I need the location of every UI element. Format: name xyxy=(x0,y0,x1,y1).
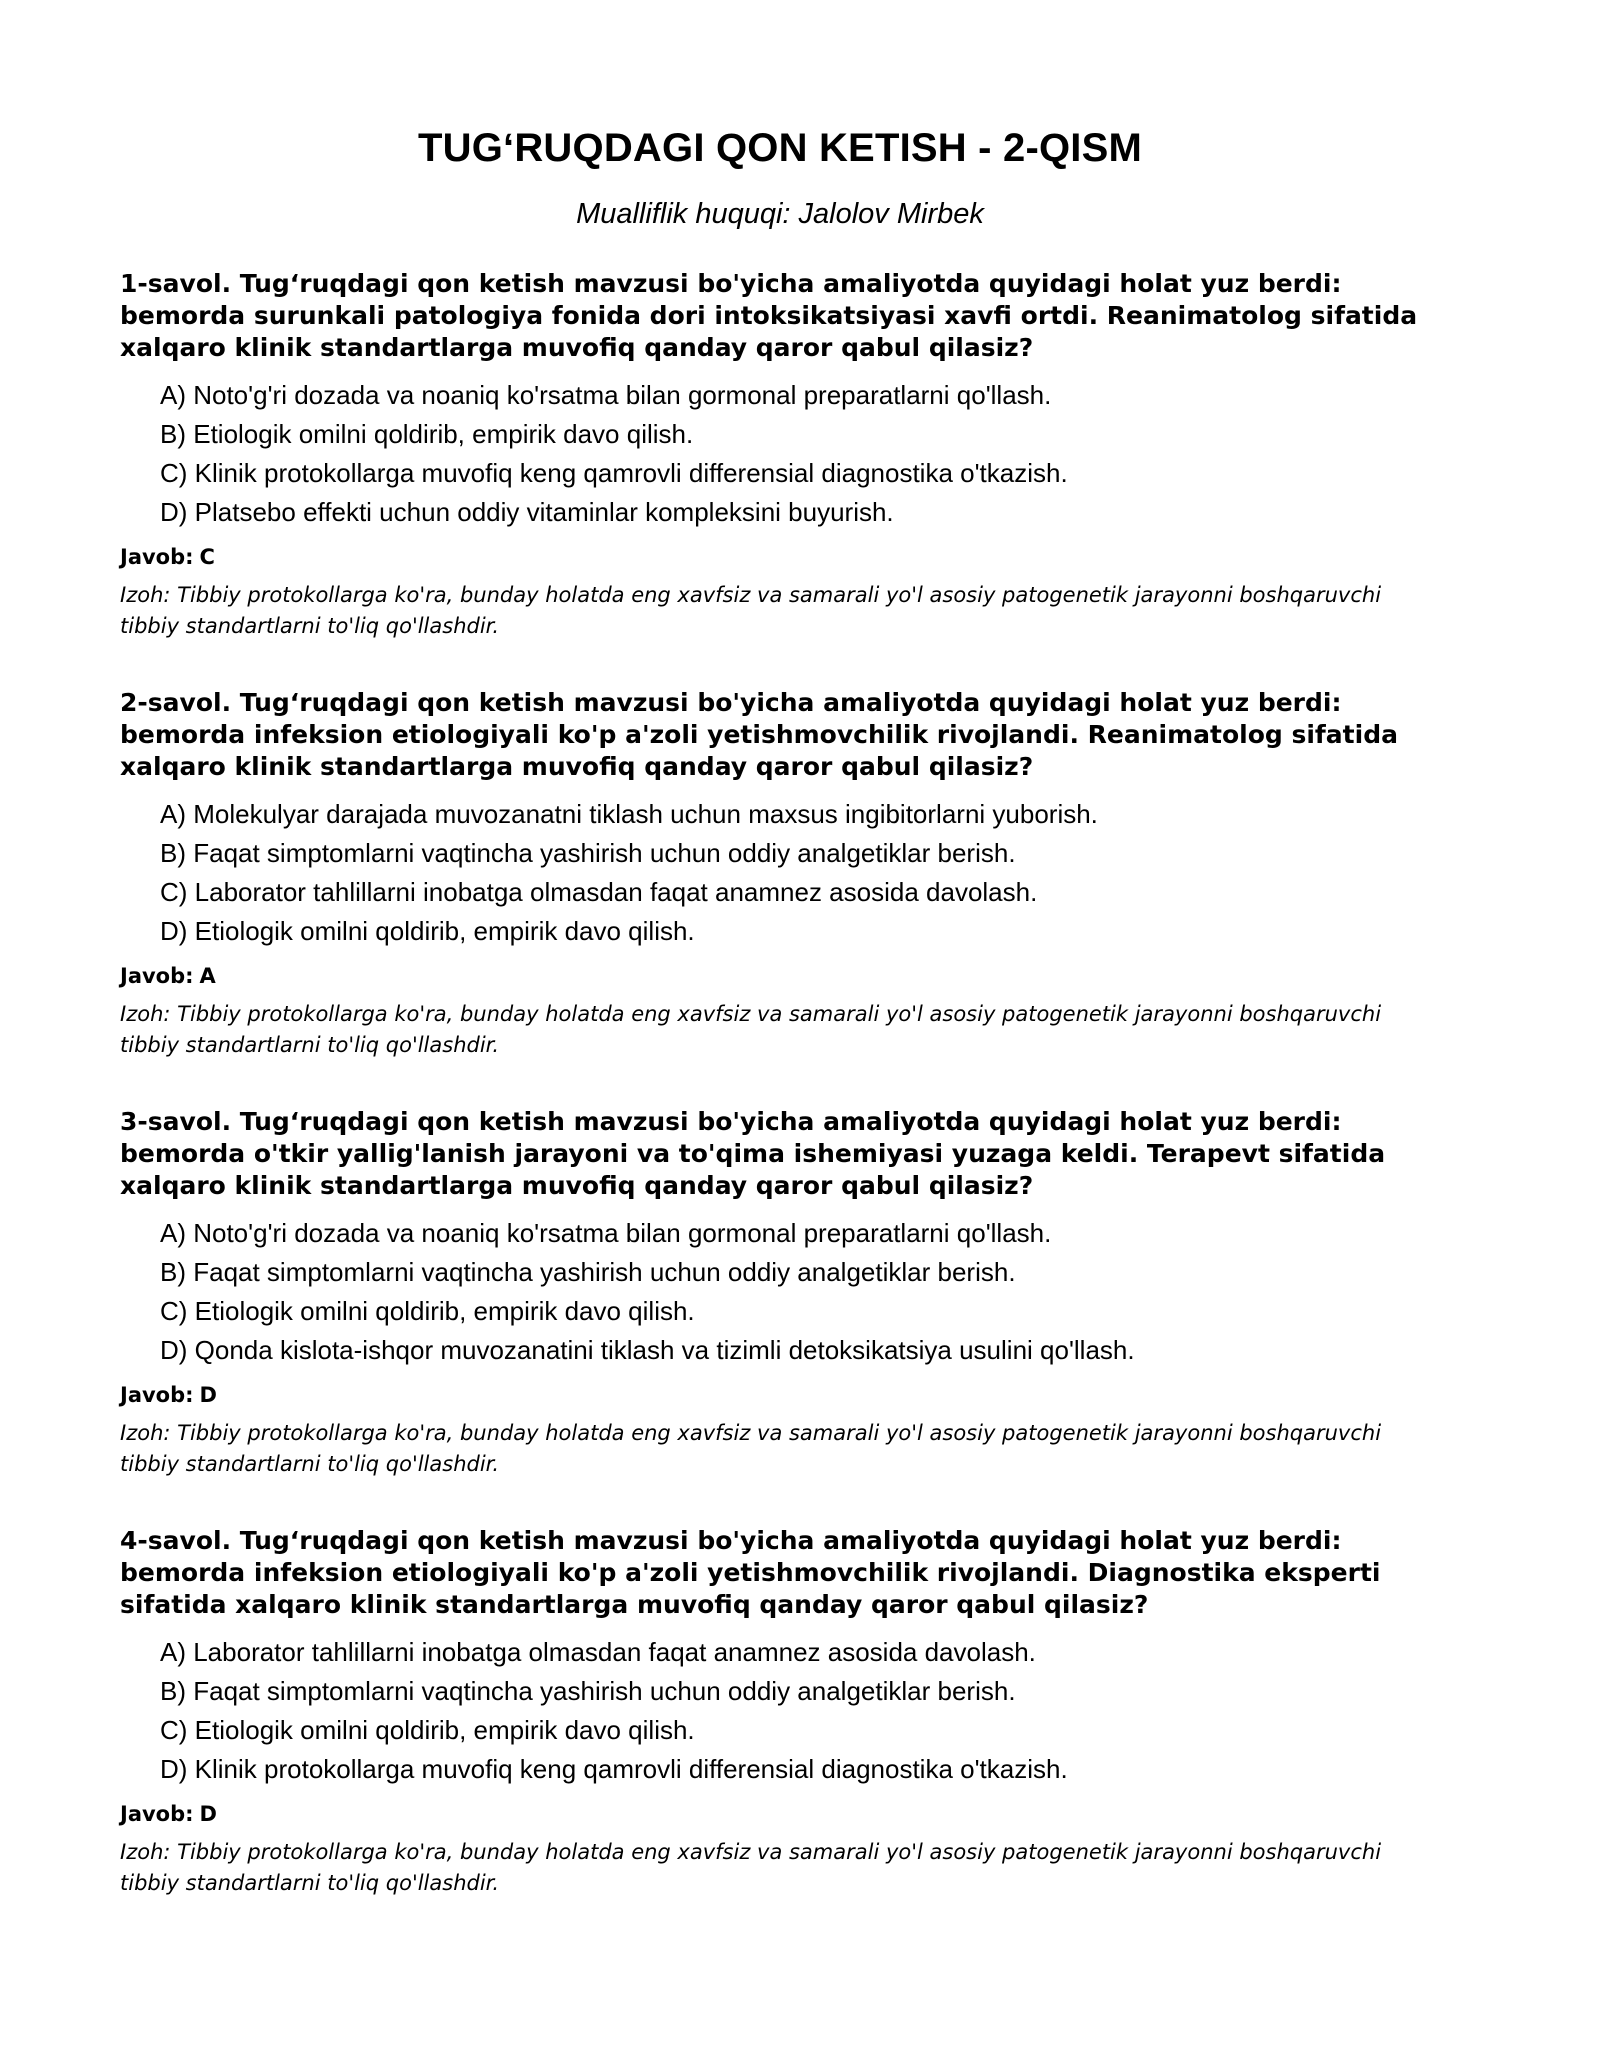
option-list xyxy=(120,1633,1440,1789)
option-item: D) Etiologik omilni qoldirib, empirik davo qilish. xyxy=(160,916,695,946)
option-item: A) Noto'g'ri dozada va noaniq ko'rsatma bilan gormonal preparatlarni qo'llash. xyxy=(160,1218,1052,1248)
option-item: C) Klinik protokollarga muvofiq keng qamrovli differensial diagnostika o'tkazish. xyxy=(160,458,1068,488)
document-page xyxy=(120,118,1440,1944)
answer-line xyxy=(120,1380,1440,1410)
option-list xyxy=(120,376,1440,532)
option-item: B) Faqat simptomlarni vaqtincha yashirish uchun oddiy analgetiklar berish. xyxy=(160,1676,1016,1706)
answer-value: A xyxy=(199,964,216,988)
question-text: 3-savol. Tug‘ruqdagi qon ketish mavzusi bo'yicha amaliyotda quyidagi holat yuz berdi: bemorda o'tkir yallig'lanish jarayoni va to'qima ishemiyasi yuzaga keldi. Terapevt sifatida xalqaro klinik standartlarga muvofiq qanday qaror qabul qilasiz? xyxy=(120,1107,1386,1200)
answer-value: D xyxy=(199,1802,217,1826)
option-item: B) Faqat simptomlarni vaqtincha yashirish uchun oddiy analgetiklar berish. xyxy=(160,1257,1016,1287)
document-subtitle: Mualliflik huquqi: Jalolov Mirbek xyxy=(576,198,984,230)
explanation-note: Izoh: Tibbiy protokollarga ko'ra, bunday holatda eng xavfsiz va samarali yo'l asosiy patogenetik jarayonni boshqaruvchi tibbiy standartlarni to'liq qo'llashdir. xyxy=(120,1840,1382,1895)
answer-value: C xyxy=(199,545,215,569)
answer-label: Javob: xyxy=(120,1383,194,1407)
option-item: D) Klinik protokollarga muvofiq keng qamrovli differensial diagnostika o'tkazish. xyxy=(160,1754,1068,1784)
question-list xyxy=(120,268,1440,1899)
question-block xyxy=(120,1525,1440,1899)
question-block xyxy=(120,268,1440,642)
option-item: C) Laborator tahlillarni inobatga olmasdan faqat anamnez asosida davolash. xyxy=(160,877,1038,907)
answer-label: Javob: xyxy=(120,964,194,988)
answer-label: Javob: xyxy=(120,545,194,569)
document-title: TUG‘RUQDAGI QON KETISH - 2-QISM xyxy=(418,126,1142,170)
option-list xyxy=(120,1214,1440,1370)
question-text: 1-savol. Tug‘ruqdagi qon ketish mavzusi bo'yicha amaliyotda quyidagi holat yuz berdi: bemorda surunkali patologiya fonida dori intoksikatsiyasi xavfi ortdi. Reanimatolog sifatida xalqaro klinik standartlarga muvofiq qanday qaror qabul qilasiz? xyxy=(120,269,1418,362)
option-item: D) Platsebo effekti uchun oddiy vitaminlar kompleksini buyurish. xyxy=(160,497,894,527)
question-block xyxy=(120,687,1440,1061)
option-item: A) Laborator tahlillarni inobatga olmasdan faqat anamnez asosida davolash. xyxy=(160,1637,1036,1667)
explanation-note: Izoh: Tibbiy protokollarga ko'ra, bunday holatda eng xavfsiz va samarali yo'l asosiy patogenetik jarayonni boshqaruvchi tibbiy standartlarni to'liq qo'llashdir. xyxy=(120,1421,1382,1476)
option-item: D) Qonda kislota-ishqor muvozanatini tiklash va tizimli detoksikatsiya usulini qo'llash. xyxy=(160,1335,1135,1365)
option-list xyxy=(120,795,1440,951)
answer-line xyxy=(120,1799,1440,1829)
answer-label: Javob: xyxy=(120,1802,194,1826)
option-item: C) Etiologik omilni qoldirib, empirik davo qilish. xyxy=(160,1296,695,1326)
explanation-note: Izoh: Tibbiy protokollarga ko'ra, bunday holatda eng xavfsiz va samarali yo'l asosiy patogenetik jarayonni boshqaruvchi tibbiy standartlarni to'liq qo'llashdir. xyxy=(120,583,1382,638)
answer-line xyxy=(120,961,1440,991)
option-item: A) Molekulyar darajada muvozanatni tiklash uchun maxsus ingibitorlarni yuborish. xyxy=(160,799,1098,829)
option-item: C) Etiologik omilni qoldirib, empirik davo qilish. xyxy=(160,1715,695,1745)
explanation-note: Izoh: Tibbiy protokollarga ko'ra, bunday holatda eng xavfsiz va samarali yo'l asosiy patogenetik jarayonni boshqaruvchi tibbiy standartlarni to'liq qo'llashdir. xyxy=(120,1002,1382,1057)
option-item: A) Noto'g'ri dozada va noaniq ko'rsatma bilan gormonal preparatlarni qo'llash. xyxy=(160,380,1052,410)
question-block xyxy=(120,1106,1440,1480)
question-text: 2-savol. Tug‘ruqdagi qon ketish mavzusi bo'yicha amaliyotda quyidagi holat yuz berdi: bemorda infeksion etiologiyali ko'p a'zoli yetishmovchilik rivojlandi. Reanimatolog sifatida xalqaro klinik standartlarga muvofiq qanday qaror qabul qilasiz? xyxy=(120,688,1398,781)
answer-value: D xyxy=(199,1383,217,1407)
option-item: B) Etiologik omilni qoldirib, empirik davo qilish. xyxy=(160,419,694,449)
option-item: B) Faqat simptomlarni vaqtincha yashirish uchun oddiy analgetiklar berish. xyxy=(160,838,1016,868)
question-text: 4-savol. Tug‘ruqdagi qon ketish mavzusi bo'yicha amaliyotda quyidagi holat yuz berdi: bemorda infeksion etiologiyali ko'p a'zoli yetishmovchilik rivojlandi. Diagnostika eksperti sifatida xalqaro klinik standartlarga muvofiq qanday qaror qabul qilasiz? xyxy=(120,1526,1381,1619)
answer-line xyxy=(120,542,1440,572)
